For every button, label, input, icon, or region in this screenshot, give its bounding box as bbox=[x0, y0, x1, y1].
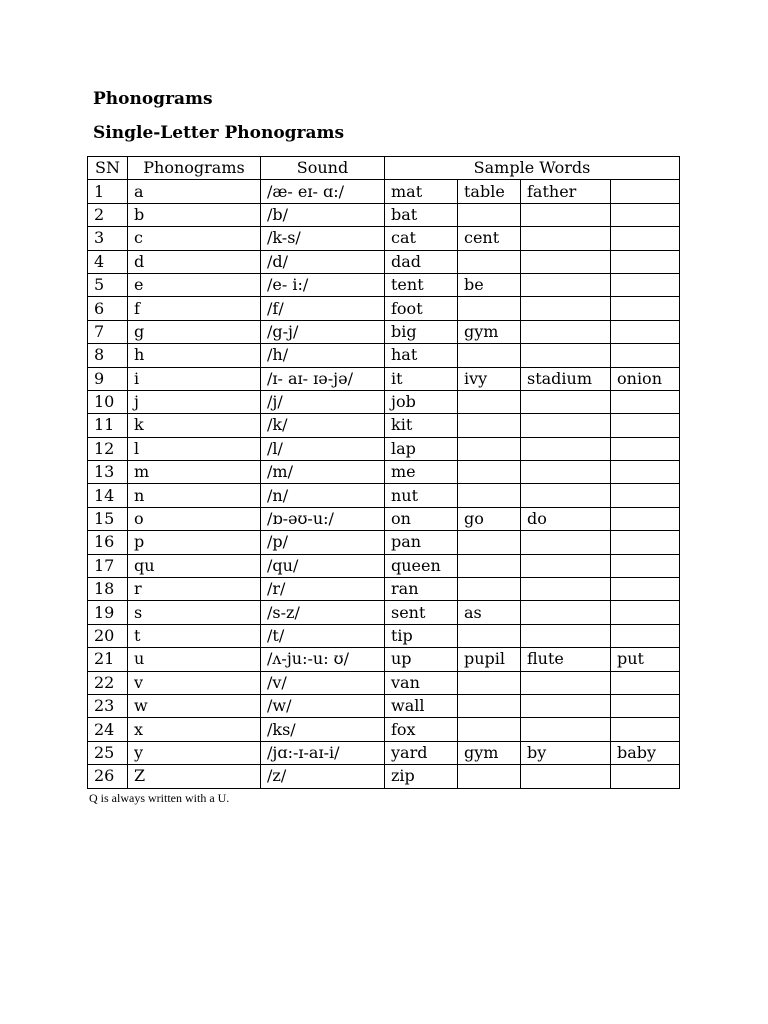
row-word-3-cell: do bbox=[521, 507, 611, 530]
row-word-4-cell bbox=[611, 671, 680, 694]
row-word-4-cell: onion bbox=[611, 367, 680, 390]
row-word-4-cell bbox=[611, 180, 680, 203]
header-sample-words: Sample Words bbox=[385, 157, 680, 180]
row-sn-cell: 2 bbox=[88, 203, 128, 226]
table-body bbox=[88, 180, 680, 788]
header-phonograms: Phonograms bbox=[128, 157, 261, 180]
row-word-1-cell: big bbox=[385, 320, 458, 343]
row-word-2-cell: table bbox=[458, 180, 521, 203]
row-word-2-cell: gym bbox=[458, 320, 521, 343]
row-word-4-cell bbox=[611, 718, 680, 741]
row-sn-cell: 20 bbox=[88, 624, 128, 647]
row-word-3-cell bbox=[521, 390, 611, 413]
row-word-1-cell: mat bbox=[385, 180, 458, 203]
row-word-1-cell: tip bbox=[385, 624, 458, 647]
row-sound-cell: /k/ bbox=[261, 414, 385, 437]
row-word-2-cell bbox=[458, 390, 521, 413]
row-word-3-cell bbox=[521, 765, 611, 788]
row-word-3-cell bbox=[521, 320, 611, 343]
row-word-4-cell bbox=[611, 273, 680, 296]
row-word-1-cell: van bbox=[385, 671, 458, 694]
row-word-2-cell: go bbox=[458, 507, 521, 530]
row-word-2-cell bbox=[458, 203, 521, 226]
row-sn-cell: 25 bbox=[88, 741, 128, 764]
table-row bbox=[88, 694, 680, 717]
row-word-2-cell bbox=[458, 718, 521, 741]
table-row bbox=[88, 273, 680, 296]
row-word-4-cell bbox=[611, 203, 680, 226]
row-word-1-cell: kit bbox=[385, 414, 458, 437]
row-word-1-cell: up bbox=[385, 648, 458, 671]
row-word-2-cell bbox=[458, 414, 521, 437]
row-word-1-cell: zip bbox=[385, 765, 458, 788]
row-phonogram-cell: a bbox=[128, 180, 261, 203]
row-sn-cell: 15 bbox=[88, 507, 128, 530]
table-row bbox=[88, 741, 680, 764]
row-sound-cell: /r/ bbox=[261, 578, 385, 601]
row-word-4-cell bbox=[611, 507, 680, 530]
row-word-2-cell bbox=[458, 461, 521, 484]
table-row bbox=[88, 671, 680, 694]
row-word-3-cell bbox=[521, 671, 611, 694]
row-sound-cell: /z/ bbox=[261, 765, 385, 788]
row-word-1-cell: lap bbox=[385, 437, 458, 460]
row-sn-cell: 1 bbox=[88, 180, 128, 203]
row-word-3-cell bbox=[521, 203, 611, 226]
row-sn-cell: 8 bbox=[88, 344, 128, 367]
row-word-4-cell bbox=[611, 437, 680, 460]
row-word-4-cell bbox=[611, 320, 680, 343]
row-sound-cell: /m/ bbox=[261, 461, 385, 484]
row-word-1-cell: tent bbox=[385, 273, 458, 296]
row-word-1-cell: ran bbox=[385, 578, 458, 601]
row-sound-cell: /ʌ-ju:-u: ʊ/ bbox=[261, 648, 385, 671]
row-word-3-cell: by bbox=[521, 741, 611, 764]
row-phonogram-cell: u bbox=[128, 648, 261, 671]
row-word-2-cell bbox=[458, 554, 521, 577]
table-row bbox=[88, 578, 680, 601]
row-word-4-cell bbox=[611, 297, 680, 320]
row-word-1-cell: sent bbox=[385, 601, 458, 624]
row-sn-cell: 5 bbox=[88, 273, 128, 296]
row-sn-cell: 26 bbox=[88, 765, 128, 788]
table-header-row bbox=[88, 157, 680, 180]
row-word-3-cell: father bbox=[521, 180, 611, 203]
row-word-2-cell bbox=[458, 344, 521, 367]
row-word-4-cell: baby bbox=[611, 741, 680, 764]
row-word-3-cell bbox=[521, 297, 611, 320]
row-word-4-cell bbox=[611, 250, 680, 273]
row-word-3-cell: flute bbox=[521, 648, 611, 671]
row-phonogram-cell: k bbox=[128, 414, 261, 437]
row-word-4-cell bbox=[611, 344, 680, 367]
table-row bbox=[88, 531, 680, 554]
row-word-4-cell bbox=[611, 484, 680, 507]
row-word-4-cell bbox=[611, 227, 680, 250]
table-row bbox=[88, 180, 680, 203]
footnote: Q is always written with a U. bbox=[89, 791, 230, 805]
row-word-4-cell bbox=[611, 554, 680, 577]
row-word-3-cell bbox=[521, 554, 611, 577]
table-row bbox=[88, 648, 680, 671]
row-word-1-cell: fox bbox=[385, 718, 458, 741]
row-sound-cell: /ɪ- aɪ- ɪə-jə/ bbox=[261, 367, 385, 390]
row-word-4-cell bbox=[611, 694, 680, 717]
row-word-3-cell bbox=[521, 437, 611, 460]
row-sn-cell: 12 bbox=[88, 437, 128, 460]
row-word-4-cell bbox=[611, 624, 680, 647]
row-word-3-cell bbox=[521, 344, 611, 367]
page-title: Phonograms bbox=[93, 89, 213, 109]
row-word-4-cell bbox=[611, 461, 680, 484]
row-sn-cell: 6 bbox=[88, 297, 128, 320]
row-word-3-cell bbox=[521, 601, 611, 624]
row-sn-cell: 11 bbox=[88, 414, 128, 437]
table-row bbox=[88, 484, 680, 507]
row-word-3-cell bbox=[521, 273, 611, 296]
row-sound-cell: /d/ bbox=[261, 250, 385, 273]
row-sound-cell: /p/ bbox=[261, 531, 385, 554]
row-sn-cell: 21 bbox=[88, 648, 128, 671]
row-word-3-cell bbox=[521, 694, 611, 717]
section-subtitle: Single-Letter Phonograms bbox=[93, 123, 345, 143]
row-word-2-cell bbox=[458, 250, 521, 273]
row-sound-cell: /n/ bbox=[261, 484, 385, 507]
row-sound-cell: /t/ bbox=[261, 624, 385, 647]
row-word-2-cell bbox=[458, 624, 521, 647]
row-sound-cell: /w/ bbox=[261, 694, 385, 717]
row-word-3-cell bbox=[521, 484, 611, 507]
row-phonogram-cell: r bbox=[128, 578, 261, 601]
row-sound-cell: /l/ bbox=[261, 437, 385, 460]
row-word-2-cell: ivy bbox=[458, 367, 521, 390]
table-row bbox=[88, 320, 680, 343]
table-row bbox=[88, 297, 680, 320]
row-sn-cell: 4 bbox=[88, 250, 128, 273]
phonograms-table bbox=[87, 156, 680, 789]
row-word-1-cell: job bbox=[385, 390, 458, 413]
row-sn-cell: 22 bbox=[88, 671, 128, 694]
row-word-4-cell bbox=[611, 578, 680, 601]
row-phonogram-cell: v bbox=[128, 671, 261, 694]
header-sn: SN bbox=[88, 157, 128, 180]
row-word-3-cell bbox=[521, 718, 611, 741]
row-word-1-cell: nut bbox=[385, 484, 458, 507]
table-row bbox=[88, 367, 680, 390]
row-phonogram-cell: i bbox=[128, 367, 261, 390]
row-sn-cell: 18 bbox=[88, 578, 128, 601]
table-row bbox=[88, 718, 680, 741]
row-word-4-cell bbox=[611, 765, 680, 788]
row-sound-cell: /ks/ bbox=[261, 718, 385, 741]
row-sn-cell: 24 bbox=[88, 718, 128, 741]
row-sn-cell: 14 bbox=[88, 484, 128, 507]
row-sound-cell: /æ- eɪ- ɑ:/ bbox=[261, 180, 385, 203]
row-word-1-cell: bat bbox=[385, 203, 458, 226]
row-word-1-cell: me bbox=[385, 461, 458, 484]
row-phonogram-cell: b bbox=[128, 203, 261, 226]
row-word-1-cell: hat bbox=[385, 344, 458, 367]
row-phonogram-cell: h bbox=[128, 344, 261, 367]
row-word-2-cell bbox=[458, 297, 521, 320]
row-word-1-cell: queen bbox=[385, 554, 458, 577]
row-word-2-cell: cent bbox=[458, 227, 521, 250]
row-word-1-cell: dad bbox=[385, 250, 458, 273]
table-row bbox=[88, 344, 680, 367]
header-sound: Sound bbox=[261, 157, 385, 180]
row-sound-cell: /s-z/ bbox=[261, 601, 385, 624]
row-sound-cell: /v/ bbox=[261, 671, 385, 694]
row-sn-cell: 16 bbox=[88, 531, 128, 554]
row-phonogram-cell: n bbox=[128, 484, 261, 507]
row-sound-cell: /k-s/ bbox=[261, 227, 385, 250]
table-row bbox=[88, 624, 680, 647]
row-phonogram-cell: x bbox=[128, 718, 261, 741]
row-word-1-cell: wall bbox=[385, 694, 458, 717]
row-phonogram-cell: e bbox=[128, 273, 261, 296]
row-sound-cell: /ɒ-əʊ-u:/ bbox=[261, 507, 385, 530]
row-phonogram-cell: o bbox=[128, 507, 261, 530]
row-phonogram-cell: c bbox=[128, 227, 261, 250]
row-phonogram-cell: g bbox=[128, 320, 261, 343]
row-sound-cell: /e- i:/ bbox=[261, 273, 385, 296]
row-sound-cell: /g-j/ bbox=[261, 320, 385, 343]
row-sound-cell: /h/ bbox=[261, 344, 385, 367]
row-word-3-cell bbox=[521, 461, 611, 484]
row-phonogram-cell: w bbox=[128, 694, 261, 717]
row-word-3-cell bbox=[521, 250, 611, 273]
row-sn-cell: 7 bbox=[88, 320, 128, 343]
row-word-2-cell bbox=[458, 694, 521, 717]
row-word-1-cell: cat bbox=[385, 227, 458, 250]
row-phonogram-cell: j bbox=[128, 390, 261, 413]
row-phonogram-cell: Z bbox=[128, 765, 261, 788]
row-word-3-cell bbox=[521, 531, 611, 554]
row-phonogram-cell: p bbox=[128, 531, 261, 554]
row-sn-cell: 3 bbox=[88, 227, 128, 250]
row-sn-cell: 10 bbox=[88, 390, 128, 413]
row-word-2-cell: as bbox=[458, 601, 521, 624]
row-sound-cell: /j/ bbox=[261, 390, 385, 413]
row-sound-cell: /qu/ bbox=[261, 554, 385, 577]
row-word-2-cell bbox=[458, 765, 521, 788]
row-phonogram-cell: s bbox=[128, 601, 261, 624]
row-word-4-cell bbox=[611, 414, 680, 437]
row-sn-cell: 17 bbox=[88, 554, 128, 577]
row-word-4-cell bbox=[611, 390, 680, 413]
row-sound-cell: /f/ bbox=[261, 297, 385, 320]
row-sound-cell: /b/ bbox=[261, 203, 385, 226]
row-phonogram-cell: l bbox=[128, 437, 261, 460]
row-sound-cell: /jɑ:-ɪ-aɪ-i/ bbox=[261, 741, 385, 764]
table-row bbox=[88, 461, 680, 484]
table-row bbox=[88, 250, 680, 273]
row-word-1-cell: pan bbox=[385, 531, 458, 554]
row-phonogram-cell: y bbox=[128, 741, 261, 764]
row-phonogram-cell: qu bbox=[128, 554, 261, 577]
row-word-3-cell bbox=[521, 414, 611, 437]
row-word-4-cell: put bbox=[611, 648, 680, 671]
row-sn-cell: 9 bbox=[88, 367, 128, 390]
table-row bbox=[88, 554, 680, 577]
table-row bbox=[88, 203, 680, 226]
table-row bbox=[88, 507, 680, 530]
row-word-2-cell bbox=[458, 578, 521, 601]
row-phonogram-cell: f bbox=[128, 297, 261, 320]
row-word-3-cell bbox=[521, 227, 611, 250]
row-word-3-cell bbox=[521, 624, 611, 647]
table-row bbox=[88, 437, 680, 460]
table-row bbox=[88, 765, 680, 788]
row-word-2-cell: gym bbox=[458, 741, 521, 764]
row-word-2-cell bbox=[458, 531, 521, 554]
row-word-4-cell bbox=[611, 531, 680, 554]
row-word-2-cell: pupil bbox=[458, 648, 521, 671]
row-sn-cell: 19 bbox=[88, 601, 128, 624]
row-word-1-cell: yard bbox=[385, 741, 458, 764]
row-sn-cell: 23 bbox=[88, 694, 128, 717]
table-row bbox=[88, 414, 680, 437]
row-word-3-cell: stadium bbox=[521, 367, 611, 390]
table-row bbox=[88, 601, 680, 624]
row-word-2-cell bbox=[458, 484, 521, 507]
row-word-2-cell bbox=[458, 437, 521, 460]
row-word-2-cell: be bbox=[458, 273, 521, 296]
row-sn-cell: 13 bbox=[88, 461, 128, 484]
row-word-1-cell: foot bbox=[385, 297, 458, 320]
row-word-4-cell bbox=[611, 601, 680, 624]
row-word-3-cell bbox=[521, 578, 611, 601]
row-word-2-cell bbox=[458, 671, 521, 694]
table-row bbox=[88, 390, 680, 413]
row-phonogram-cell: d bbox=[128, 250, 261, 273]
row-word-1-cell: on bbox=[385, 507, 458, 530]
row-word-1-cell: it bbox=[385, 367, 458, 390]
table-row bbox=[88, 227, 680, 250]
row-phonogram-cell: m bbox=[128, 461, 261, 484]
row-phonogram-cell: t bbox=[128, 624, 261, 647]
